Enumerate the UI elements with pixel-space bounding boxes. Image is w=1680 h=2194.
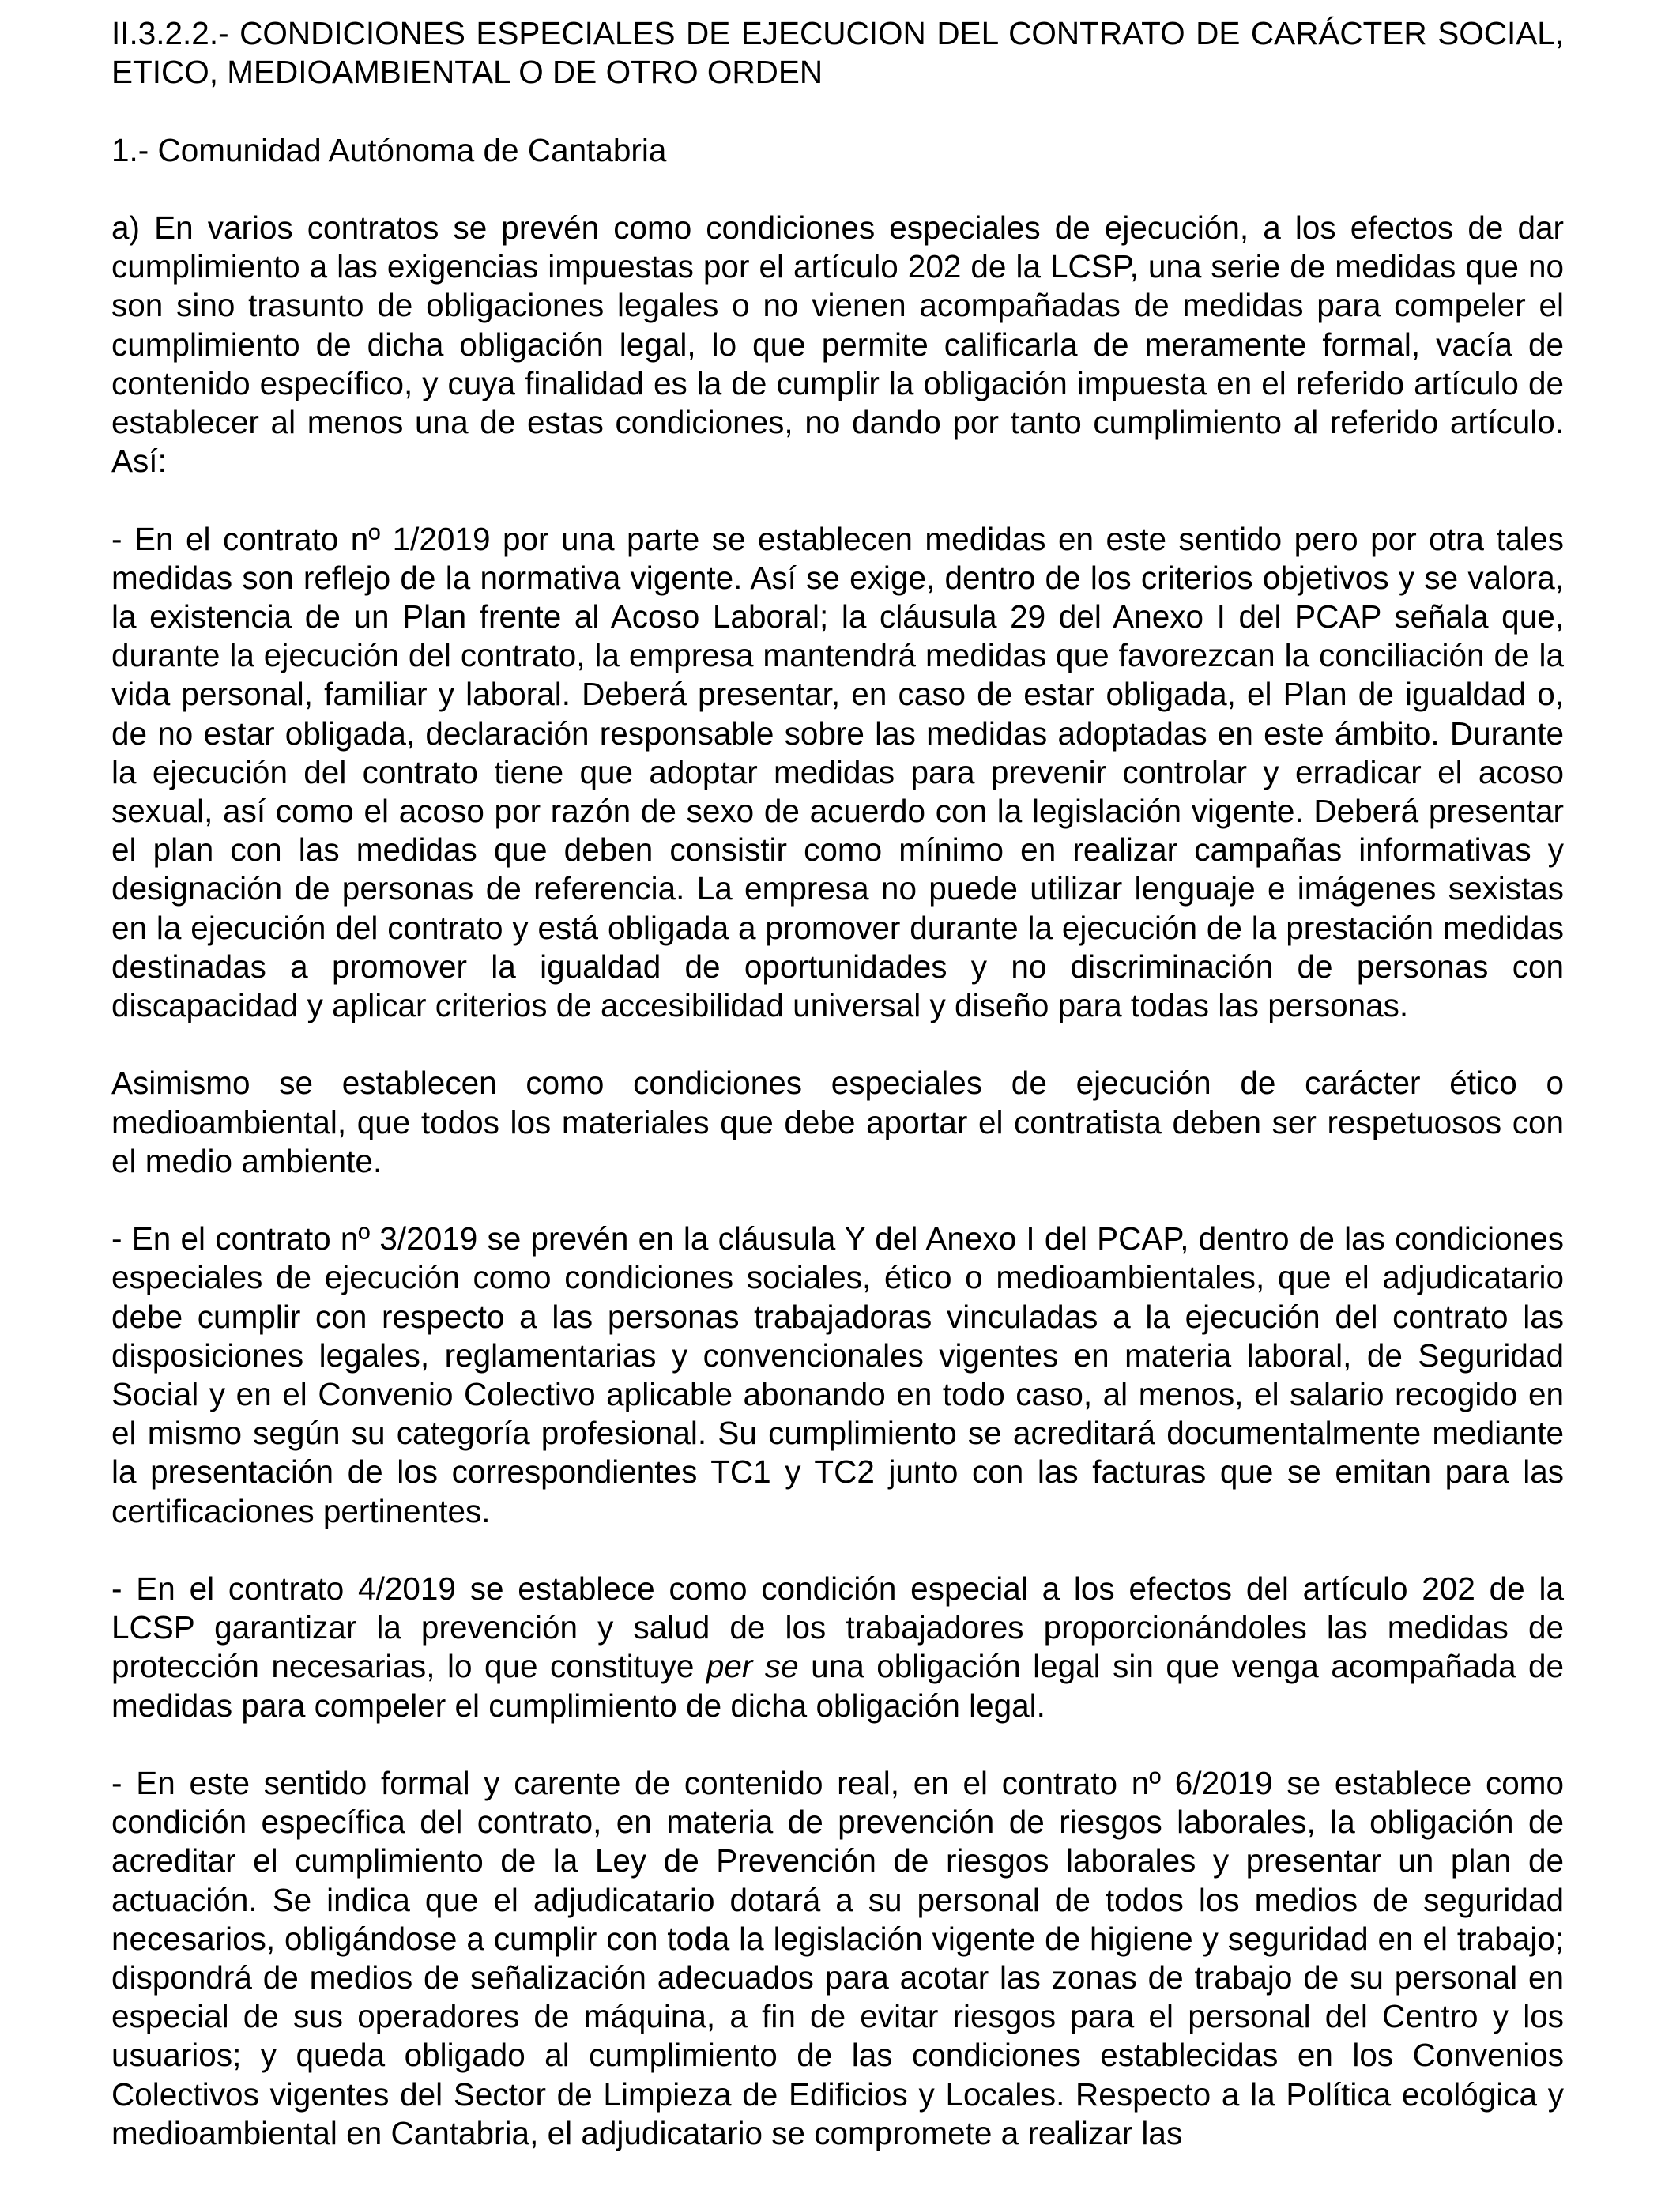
paragraph-asimismo: Asimismo se establecen como condiciones especiales de ejecución de carácter ético o medioambiental, que todos los materiales que debe aportar el contratista deben ser respetuosos con el medio ambiente. [111, 1065, 1564, 1179]
section-subheading: 1.- Comunidad Autónoma de Cantabria [111, 131, 667, 168]
paragraph-a: a) En varios contratos se prevén como condiciones especiales de ejecución, a los efectos de dar cumplimiento a las exigencias impuestas por el artículo 202 de la LCSP, una serie de medidas que no son sino trasunto de obligaciones legales o no vienen acompañadas de medidas para compeler el cumplimiento de dicha obligación legal, lo que permite calificarla de meramente formal, vacía de contenido específico, y cuya finalidad es la de cumplir la obligación impuesta en el referido artículo de establecer al menos una de estas condiciones, no dando por tanto cumplimiento al referido artículo. Así: [111, 209, 1564, 480]
paragraph-contract-4-2019 [111, 1570, 1564, 1725]
paragraph-contract-3-2019: - En el contrato nº 3/2019 se prevén en la cláusula Y del Anexo I del PCAP, dentro de las condiciones especiales de ejecución como condiciones sociales, ético o medioambientales, que el adjudicatario debe cumplir con respecto a las personas trabajadoras vinculadas a la ejecución del contrato las disposiciones legales, reglamentarias y convencionales vigentes en materia laboral, de Seguridad Social y en el Convenio Colectivo aplicable abonando en todo caso, al menos, el salario recogido en el mismo según su categoría profesional. Su cumplimiento se acreditará documentalmente mediante la presentación de los correspondientes TC1 y TC2 junto con las facturas que se emitan para las certificaciones pertinentes. [111, 1220, 1564, 1529]
paragraph-contract-6-2019: - En este sentido formal y carente de contenido real, en el contrato nº 6/2019 se establece como condición específica del contrato, en materia de prevención de riesgos laborales, la obligación de acreditar el cumplimiento de la Ley de Prevención de riesgos laborales y presentar un plan de actuación. Se indica que el adjudicatario dotará a su personal de todos los medios de seguridad necesarios, obligándose a cumplir con toda la legislación vigente de higiene y seguridad en el trabajo; dispondrá de medios de señalización adecuados para acotar las zonas de trabajo de su personal en especial de sus operadores de máquina, a fin de evitar riesgos para el personal del Centro y los usuarios; y queda obligado al cumplimiento de las condiciones establecidas en los Convenios Colectivos vigentes del Sector de Limpieza de Edificios y Locales. Respecto a la Política ecológica y medioambiental en Cantabria, el adjudicatario se compromete a realizar las [111, 1765, 1564, 2151]
section-heading: II.3.2.2.- CONDICIONES ESPECIALES DE EJECUCION DEL CONTRATO DE CARÁCTER SOCIAL, ETICO, MEDIOAMBIENTAL O DE OTRO ORDEN [111, 15, 1564, 91]
document-page [111, 14, 1564, 2153]
paragraph-contract-4-text-before: - En el contrato 4/2019 se establece como condición especial a los efectos del artículo 202 de la LCSP garantizar la prevención y salud de los trabajadores proporcionándoles las medidas de protección necesarias, lo que constituye [111, 1570, 1564, 1685]
paragraph-contract-4-text-after: una obligación legal sin que venga acompañada de medidas para compeler el cumplimiento de dicha obligación legal. [111, 1648, 1565, 1724]
italic-per-se: per se [706, 1648, 799, 1685]
paragraph-contract-1-2019: - En el contrato nº 1/2019 por una parte se establecen medidas en este sentido pero por otra tales medidas son reflejo de la normativa vigente. Así se exige, dentro de los criterios objetivos y se valora, la existencia de un Plan frente al Acoso Laboral; la cláusula 29 del Anexo I del PCAP señala que, durante la ejecución del contrato, la empresa mantendrá medidas que favorezcan la conciliación de la vida personal, familiar y laboral. Deberá presentar, en caso de estar obligada, el Plan de igualdad o, de no estar obligada, declaración responsable sobre las medidas adoptadas en este ámbito. Durante la ejecución del contrato tiene que adoptar medidas para prevenir controlar y erradicar el acoso sexual, así como el acoso por razón de sexo de acuerdo con la legislación vigente. Deberá presentar el plan con las medidas que deben consistir como mínimo en realizar campañas informativas y designación de personas de referencia. La empresa no puede utilizar lenguaje e imágenes sexistas en la ejecución del contrato y está obligada a promover durante la ejecución de la prestación medidas destinadas a promover la igualdad de oportunidades y no discriminación de personas con discapacidad y aplicar criterios de accesibilidad universal y diseño para todas las personas. [111, 520, 1564, 1024]
